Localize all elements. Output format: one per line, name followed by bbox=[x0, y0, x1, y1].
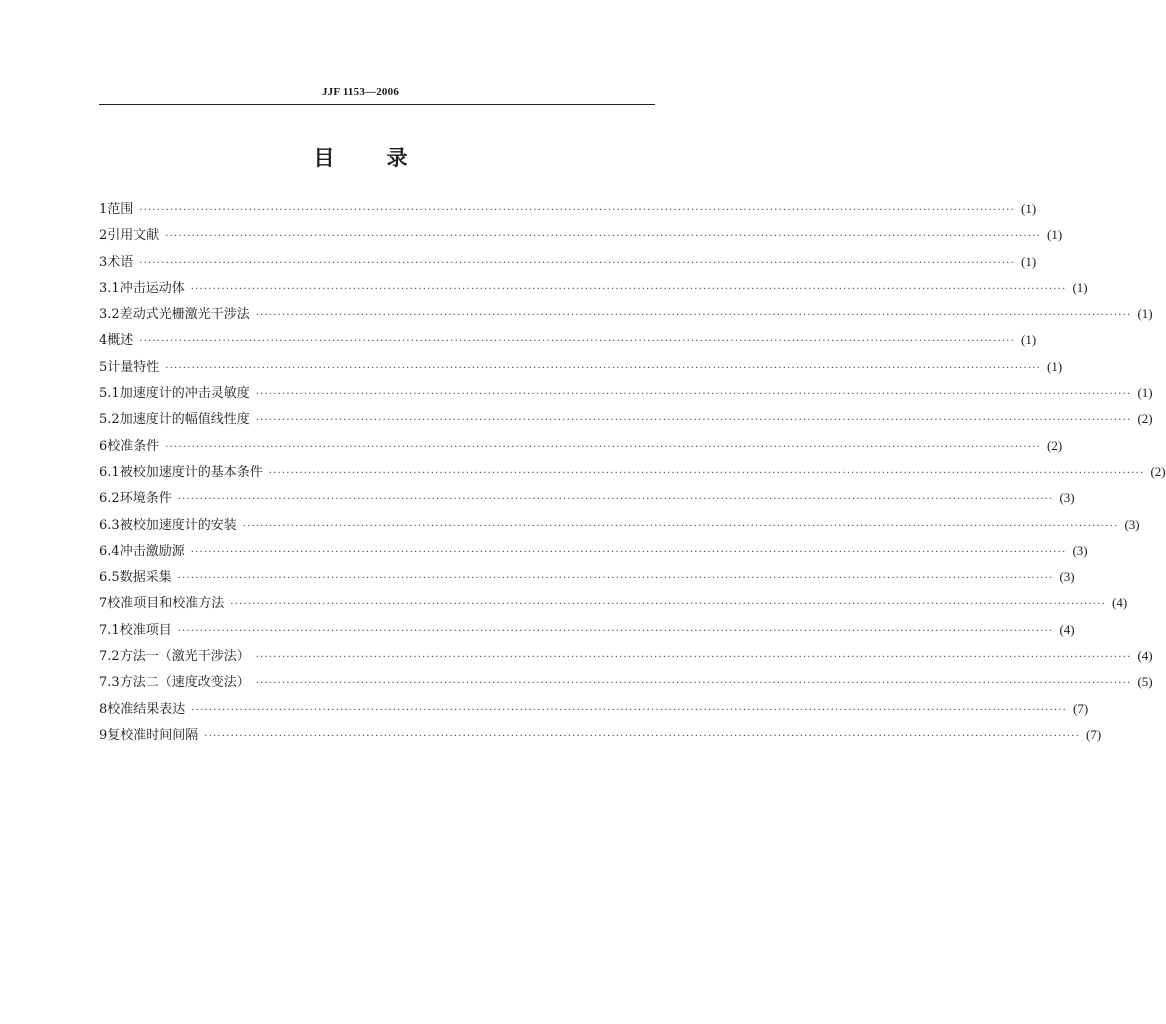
toc-entry-page: (4) bbox=[1112, 595, 1128, 611]
toc-entry[interactable] bbox=[99, 590, 1128, 616]
toc-dot-leader: ········································································································································································································ bbox=[230, 599, 1107, 611]
toc-entry[interactable] bbox=[99, 327, 1037, 353]
toc-entry[interactable] bbox=[99, 512, 1140, 538]
toc-entry-label: 范围 bbox=[107, 202, 134, 217]
toc-entry-page: (4) bbox=[1137, 648, 1153, 664]
toc-entry-number: 6.3 bbox=[99, 517, 120, 533]
toc-entry-number: 7.2 bbox=[99, 649, 120, 665]
toc-entry[interactable] bbox=[99, 249, 1037, 275]
toc-entry[interactable] bbox=[99, 222, 1063, 248]
toc-dot-leader: ········································································································································································································ bbox=[139, 257, 1016, 269]
toc-dot-leader: ········································································································································································································ bbox=[255, 678, 1132, 690]
toc-dot-leader: ········································································································································································································ bbox=[165, 362, 1042, 374]
toc-entry-page: (7) bbox=[1086, 726, 1102, 742]
toc-entry[interactable] bbox=[99, 485, 1075, 511]
toc-dot-leader: ········································································································································································································ bbox=[242, 520, 1119, 532]
toc-entry-label: 冲击运动体 bbox=[119, 280, 185, 296]
toc-entry-number: 1 bbox=[99, 202, 108, 217]
toc-entry-number: 6 bbox=[99, 438, 108, 454]
toc-entry[interactable] bbox=[99, 433, 1063, 459]
toc-entry[interactable] bbox=[99, 196, 1037, 222]
toc-entry-page: (2) bbox=[1047, 437, 1063, 453]
toc-dot-leader: ········································································································································································································ bbox=[255, 310, 1132, 322]
toc-entry[interactable] bbox=[99, 406, 1153, 432]
toc-entry-label: 复校准时间间隔 bbox=[107, 727, 199, 743]
toc-entry-label: 冲击激励源 bbox=[119, 543, 185, 559]
toc-dot-leader: ········································································································································································································ bbox=[268, 467, 1145, 479]
toc-dot-leader: ········································································································································································································ bbox=[177, 625, 1054, 637]
toc-entry-label: 数据采集 bbox=[119, 570, 172, 586]
toc-entry-label: 被校加速度计的基本条件 bbox=[119, 464, 263, 480]
page-title bbox=[0, 142, 721, 172]
toc-entry-number: 2 bbox=[99, 228, 108, 244]
toc-entry-number: 7.3 bbox=[99, 675, 120, 691]
toc-entry-number: 7.1 bbox=[99, 622, 120, 638]
toc-entry-number: 7 bbox=[99, 596, 108, 612]
toc-entry-page: (2) bbox=[1150, 463, 1166, 479]
toc-entry-number: 6.2 bbox=[99, 491, 120, 507]
toc-dot-leader: ········································································································································································································ bbox=[255, 389, 1132, 401]
toc-entry[interactable] bbox=[99, 669, 1153, 695]
toc-entry-page: (2) bbox=[1137, 411, 1153, 427]
toc-entry-label: 校准条件 bbox=[107, 438, 160, 454]
toc-entry-number: 6.4 bbox=[99, 543, 120, 559]
toc-entry-page: (3) bbox=[1059, 490, 1075, 506]
toc-entry[interactable] bbox=[99, 459, 1166, 485]
toc-dot-leader: ········································································································································································································ bbox=[139, 205, 1016, 216]
toc-entry-number: 3 bbox=[99, 254, 108, 270]
toc-entry-page: (1) bbox=[1021, 201, 1037, 216]
toc-entry-number: 3.2 bbox=[99, 307, 120, 323]
toc-entry-label: 校准项目 bbox=[119, 622, 172, 638]
toc-entry-number: 5.2 bbox=[99, 412, 120, 428]
toc-dot-leader: ········································································································································································································ bbox=[204, 730, 1081, 742]
toc-entry[interactable] bbox=[99, 301, 1153, 327]
toc-entry-page: (1) bbox=[1137, 385, 1153, 401]
toc-entry-page: (5) bbox=[1137, 674, 1153, 690]
toc-entry-page: (1) bbox=[1072, 279, 1088, 295]
toc-entry-label: 方法二（速度改变法） bbox=[119, 675, 250, 691]
toc-dot-leader: ········································································································································································································ bbox=[190, 283, 1067, 295]
document-code-header: JJF 1153—2006 bbox=[321, 86, 400, 98]
toc-entry-number: 3.1 bbox=[99, 280, 120, 296]
toc-dot-leader: ········································································································································································································ bbox=[165, 441, 1042, 453]
toc-dot-leader: ········································································································································································································ bbox=[165, 231, 1042, 243]
toc-entry[interactable] bbox=[99, 380, 1153, 406]
toc-entry-page: (7) bbox=[1073, 700, 1089, 716]
toc-entry-number: 5 bbox=[99, 359, 108, 375]
toc-dot-leader: ········································································································································································································ bbox=[190, 546, 1067, 558]
toc-entry-label: 概述 bbox=[107, 333, 134, 349]
toc-entry[interactable] bbox=[99, 275, 1088, 301]
toc-entry-page: (3) bbox=[1059, 569, 1075, 585]
toc-entry-label: 术语 bbox=[107, 254, 134, 270]
toc-dot-leader: ········································································································································································································ bbox=[139, 336, 1016, 348]
toc-entry-page: (1) bbox=[1021, 332, 1037, 348]
toc-entry-label: 加速度计的幅值线性度 bbox=[119, 412, 250, 428]
toc-entry-number: 8 bbox=[99, 701, 108, 717]
toc-entry-page: (4) bbox=[1059, 621, 1075, 637]
toc-entry[interactable] bbox=[99, 696, 1089, 722]
title-char-left: 目 bbox=[313, 145, 335, 170]
toc-entry[interactable] bbox=[99, 538, 1088, 564]
toc-dot-leader: ········································································································································································································ bbox=[177, 573, 1054, 585]
toc-dot-leader: ········································································································································································································ bbox=[255, 652, 1132, 664]
toc-entry-page: (3) bbox=[1072, 542, 1088, 558]
toc-entry[interactable] bbox=[99, 643, 1153, 669]
toc-entry-page: (1) bbox=[1137, 306, 1153, 322]
toc-entry[interactable] bbox=[99, 617, 1075, 643]
toc-entry-label: 环境条件 bbox=[119, 491, 172, 507]
toc-dot-leader: ········································································································································································································ bbox=[255, 415, 1132, 427]
toc-entry-number: 6.1 bbox=[99, 464, 120, 480]
toc-entry-page: (3) bbox=[1124, 516, 1140, 532]
toc-entry-number: 5.1 bbox=[99, 386, 120, 402]
toc-entry-label: 校准结果表达 bbox=[107, 701, 186, 717]
toc-dot-leader: ········································································································································································································ bbox=[177, 494, 1054, 506]
toc-entry-label: 校准项目和校准方法 bbox=[107, 596, 225, 612]
toc-entry-label: 加速度计的冲击灵敏度 bbox=[119, 386, 250, 402]
toc-entry-label: 引用文献 bbox=[107, 228, 160, 244]
toc-dot-leader: ········································································································································································································ bbox=[191, 704, 1068, 716]
toc-entry-label: 差动式光栅激光干涉法 bbox=[119, 307, 250, 323]
title-char-right: 录 bbox=[386, 145, 408, 170]
header-rule bbox=[99, 104, 655, 105]
toc-entry-page: (1) bbox=[1047, 358, 1063, 374]
toc-entry-number: 9 bbox=[99, 727, 108, 743]
toc-entry-label: 方法一（激光干涉法） bbox=[119, 649, 250, 665]
toc-entry[interactable] bbox=[99, 722, 1102, 748]
toc-entry-page: (1) bbox=[1047, 227, 1063, 243]
toc-entry-number: 4 bbox=[99, 333, 108, 349]
toc-entry[interactable] bbox=[99, 354, 1063, 380]
toc-entry-label: 计量特性 bbox=[107, 359, 160, 375]
toc-entry[interactable] bbox=[99, 564, 1075, 590]
toc-entry-page: (1) bbox=[1021, 253, 1037, 269]
table-of-contents bbox=[99, 196, 1166, 748]
toc-entry-label: 被校加速度计的安装 bbox=[119, 517, 237, 533]
toc-entry-number: 6.5 bbox=[99, 570, 120, 586]
